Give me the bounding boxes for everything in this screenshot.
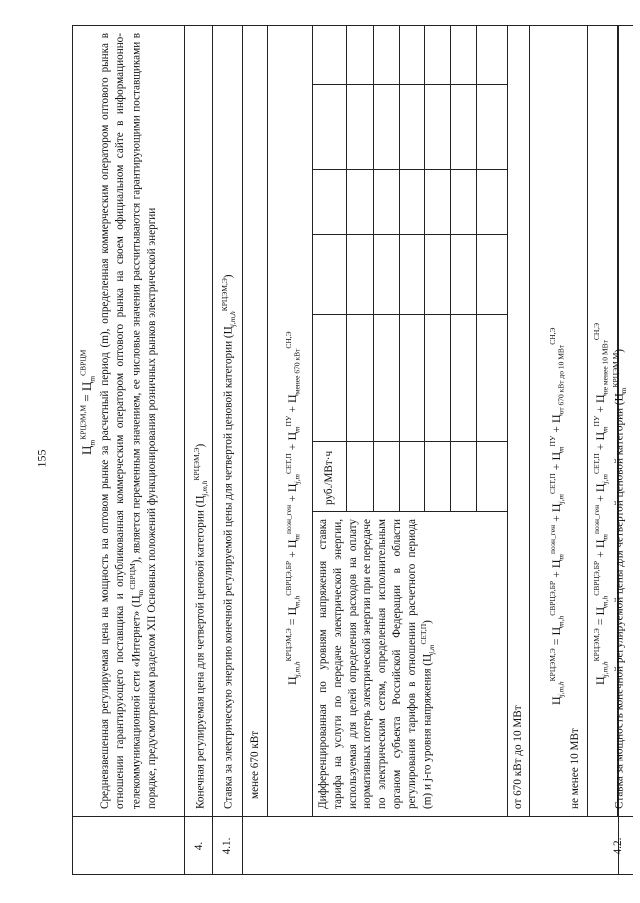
unit-label: руб./МВт·ч	[323, 450, 335, 505]
grid-line	[476, 25, 477, 512]
page-number: 155	[34, 449, 49, 468]
column-divider	[72, 816, 619, 817]
row-text-final-price: Конечная регулируемая цена для четвертой ценовой категории $(Ц_{j,m,h}^{КРЦЭМ,Э})$	[192, 443, 209, 809]
row-number: 4.2.	[612, 837, 624, 855]
grid-line	[312, 84, 507, 85]
row-divider	[242, 25, 243, 875]
row-text-weighted-price: Средневзвешенная регулируемая цена на мощность на оптовом рынке за расчетный период (m), определенная коммерческим оператором оптового рынка в отношении гарантирующего поставщика и опубликованная коммерческим оператором оптового рынка на своем официальном сайте в информационно-телекоммуникационной сети «Интернет» $(Ц_m^{СВРЦМ})$, является переменным значением, ее числовые значения рассчитываются гарантирующими поставщиками в порядке, предусмотренном разделом XII Основных положений функционирования розничных рынков электрической энергии	[99, 33, 159, 809]
row-divider	[587, 25, 588, 817]
row-text-differentiated-rate: Дифференцированная по уровням напряжения ставка тарифа на услуги по передаче электрической энергии, используемая для целей определения расходов на оплату нормативных потерь электрической энергии при ее передаче по электрическим сетям, определенная исполнительным органом субъекта Российской Федерации в области регулирования тарифов в отношении расчетного периода (m) и j-го уровня напряжения $(Ц_{j,m}^{СЕТ,П})$	[317, 519, 437, 809]
document-table	[72, 25, 619, 875]
row-4-2	[603, 25, 633, 875]
grid-line	[424, 25, 425, 512]
grid-line	[450, 25, 451, 512]
row-text-capacity-rate: Ставка за мощность конечной регулируемой цены для четвертой ценовой категории $(Ц_m^{КРЦЭМ,М})$	[611, 349, 628, 809]
grid-line	[346, 25, 347, 512]
label-670kw-10mw: от 670 кВт до 10 МВт	[512, 705, 524, 809]
grid-line	[399, 25, 400, 512]
grid-line	[312, 234, 507, 235]
row-number: 4.1.	[221, 837, 233, 855]
grid-line	[373, 25, 374, 512]
formula-670kw-10mw: $Ц_{j,m,h}^{КРЦЭМ,Э} = Ц_{m,h}^{СВРЦЭ,БР} + Ц_m^{поэн\_ген} + Ц_{j,m}^{СЕТ,П} + Ц_m^{ПУ} + Ц_{от 670 кВт до 10 МВт}^{СН,Э}$	[548, 327, 566, 705]
table-border	[603, 25, 633, 26]
grid-line	[312, 511, 507, 512]
formula-less-670kw: $Ц_{j,m,h}^{КРЦЭМ,Э} = Ц_{m,h}^{СВРЦЭ,БР} + Ц_m^{поэн\_ген} + Ц_{j,m}^{СЕТ,П} + Ц_m^{ПУ} + Ц_{менее 670 кВт}^{СН,Э}$	[284, 331, 302, 685]
row-text-energy-rate: Ставка за электрическую энергию конечной регулируемой цены для четвертой ценовой категории $(Ц_{j,m,h}^{КРЦЭМ,Э})$	[220, 274, 237, 809]
row-divider	[507, 25, 508, 817]
formula-not-less-10mw: $Ц_{j,m,h}^{КРЦЭМ,Э} = Ц_{m,h}^{СВРЦЭ,БР} + Ц_m^{поэн\_ген} + Ц_{j,m}^{СЕТ,П} + Ц_m^{ПУ} + Ц_{не менее 10 МВт}^{СН,Э}$	[592, 322, 610, 685]
grid-line	[312, 169, 507, 170]
table-border	[603, 874, 633, 875]
row-divider	[529, 25, 530, 817]
label-less-670kw: менее 670 кВт	[249, 730, 261, 799]
row-divider	[184, 25, 185, 875]
grid-line	[312, 441, 507, 442]
row-divider	[312, 25, 313, 817]
column-divider	[603, 816, 633, 817]
row-divider	[212, 25, 213, 875]
formula-krcem-m: $Ц_m^{КРЦЭМ,М} = Ц_m^{СВРЦМ}$	[78, 349, 97, 455]
row-number: 4.	[193, 841, 205, 851]
label-not-less-10mw: не менее 10 МВт	[569, 728, 581, 809]
grid-line	[312, 314, 507, 315]
row-divider	[267, 25, 268, 817]
